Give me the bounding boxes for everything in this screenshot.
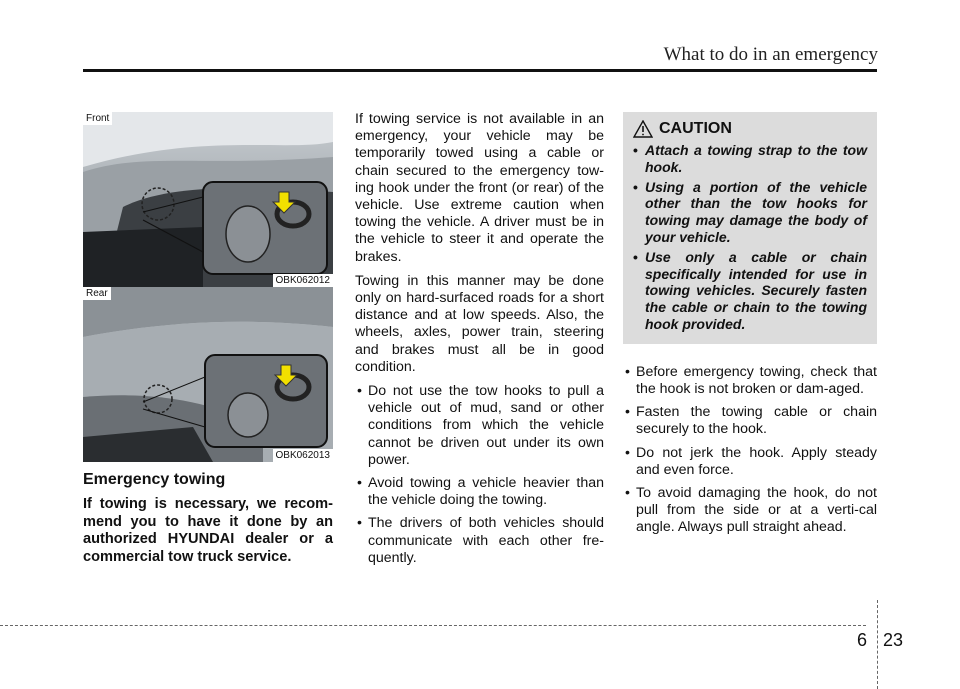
list-item: • Attach a towing strap to the tow hook. (633, 142, 867, 175)
right-column (623, 112, 877, 543)
section-heading: Emergency towing (83, 471, 226, 488)
left-column (83, 112, 333, 566)
footer-rule (0, 625, 866, 626)
figure-rear-label: Rear (83, 287, 111, 300)
middle-bullet-list (355, 383, 604, 567)
list-item: • Fasten the towing cable or chain securely to the hook. (625, 404, 877, 438)
figure-rear (83, 287, 333, 462)
figure-front-label: Front (83, 112, 112, 125)
towing-paragraph-2: Towing in this manner may be done only on hard-surfaced roads for a short distance and at low speeds. Also, the wheels, axles, power train, steering and brakes must all be in good condition. (355, 272, 604, 375)
intro-paragraph: If towing is necessary, we recom-mend you to have it done by an authorized HYUNDAI dealer or a commercial tow truck service. (83, 496, 333, 565)
header-title: What to do in an emergency (663, 44, 878, 65)
towing-paragraph-1: If towing service is not available in an emergency, your vehicle may be temporarily towed using a cable or chain secured to the emergency tow-ing hook under the front (or rear) of the vehicle. Use extreme caution when towing the vehicle. A driver must be in the vehicle to steer it and operate the brakes. (355, 111, 604, 265)
list-item: • The drivers of both vehicles should communicate with each other fre-quently. (357, 515, 604, 566)
figure-front (83, 112, 333, 287)
page-number: 23 (883, 630, 904, 650)
list-item: • Do not use the tow hooks to pull a vehicle out of mud, sand or other conditions from which the vehicle cannot be driven out under its own power. (357, 383, 604, 468)
caution-box (623, 112, 877, 344)
figure-rear-code: OBK062013 (273, 449, 334, 462)
front-bumper-illustration (83, 112, 333, 287)
list-item: • Using a portion of the vehicle other than the tow hooks for towing may damage the body of your vehicle. (633, 178, 867, 245)
list-item: • Do not jerk the hook. Apply steady and even force. (625, 444, 877, 478)
caution-title: CAUTION (659, 120, 732, 137)
page-separator (877, 600, 878, 689)
list-item: • Use only a cable or chain specifically intended for use in towing vehicles. Securely fasten the cable or chain to the towing hook provided. (633, 248, 867, 332)
caution-list (633, 142, 867, 333)
chapter-number: 6 (857, 630, 868, 650)
list-item: • To avoid damaging the hook, do not pull from the side or at a verti-cal angle. Always pull straight ahead. (625, 484, 877, 536)
header-rule (83, 69, 877, 72)
figure-front-code: OBK062012 (273, 274, 334, 287)
list-item: • Avoid towing a vehicle heavier than the vehicle doing the towing. (357, 475, 604, 509)
list-item: • Before emergency towing, check that the hook is not broken or dam-aged. (625, 363, 877, 397)
right-bullet-list (623, 364, 877, 537)
middle-column (355, 111, 604, 573)
warning-triangle-icon (633, 120, 653, 138)
rear-bumper-illustration (83, 287, 333, 462)
